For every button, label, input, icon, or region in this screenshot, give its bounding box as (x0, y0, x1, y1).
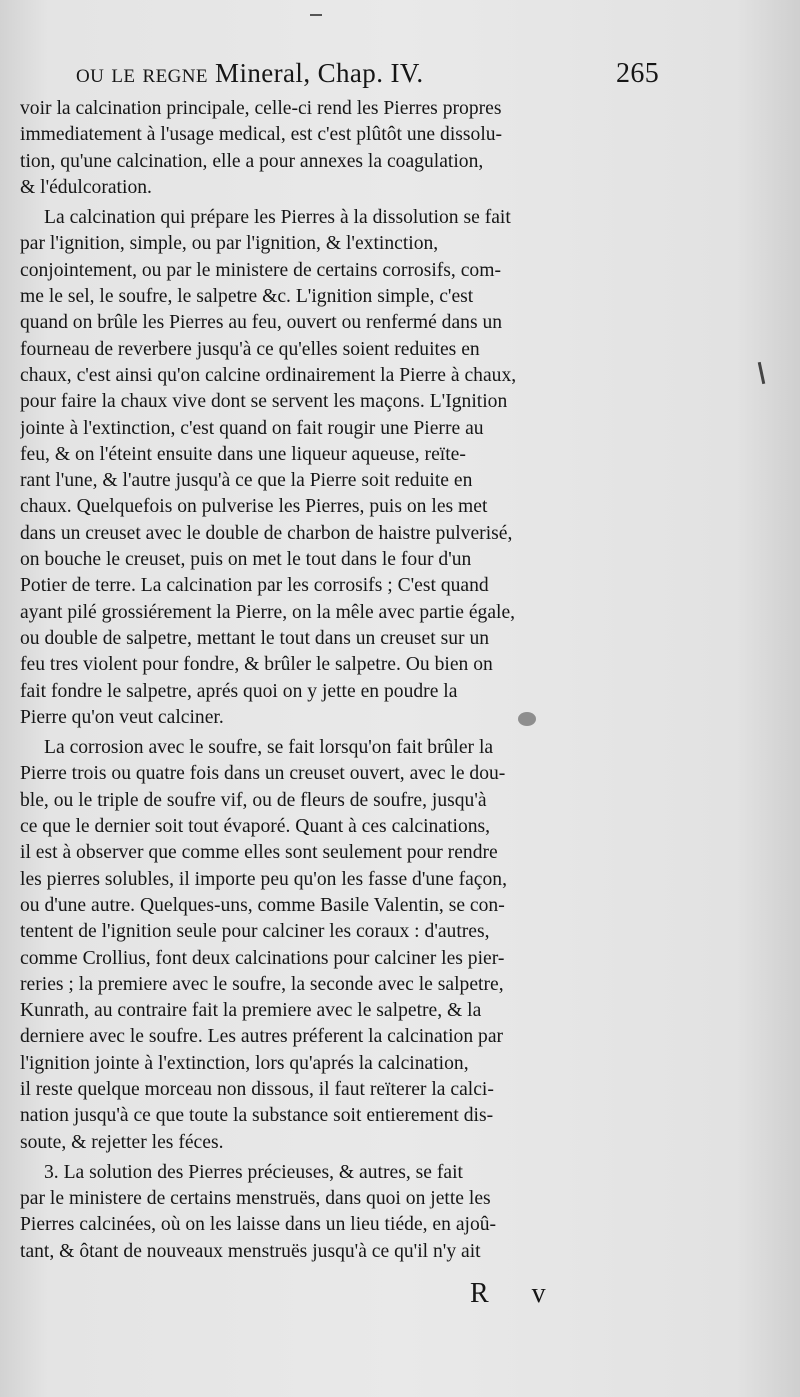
text-line: nation jusqu'à ce que toute la substance soit entierement dis- (20, 1105, 494, 1127)
text-line: immediatement à l'usage medical, est c'est plûtôt une dissolu- (20, 124, 503, 146)
text-line: chaux, c'est ainsi qu'on calcine ordinairement la Pierre à chaux, (20, 364, 517, 386)
running-title-prefix: ou le regne (76, 58, 216, 88)
text-line: rant l'une, & l'autre jusqu'à ce que la Pierre soit reduite en (20, 470, 473, 492)
text-line: il est à observer que comme elles sont seulement pour rendre (20, 842, 498, 864)
text-line: comme Crollius, font deux calcinations pour calciner les pier- (20, 947, 505, 969)
text-line: tant, & ôtant de nouveaux menstruës jusqu'à ce qu'il n'y ait (20, 1240, 481, 1262)
text-line: soute, & rejetter les féces. (20, 1131, 224, 1153)
ink-spot (518, 712, 536, 726)
text-line: pour faire la chaux vive dont se servent les maçons. L'Ignition (20, 391, 508, 413)
text-line: reries ; la premiere avec le soufre, la seconde avec le salpetre, (20, 973, 504, 995)
text-line: ayant pilé grossiérement la Pierre, on la mêle avec partie égale, (20, 601, 516, 623)
text-line: 3. La solution des Pierres précieuses, & autres, se fait (44, 1161, 463, 1183)
text-line: ou d'une autre. Quelques-uns, comme Basile Valentin, se con- (20, 894, 505, 916)
top-dash-mark (310, 14, 322, 16)
text-line: voir la calcination principale, celle-ci rend les Pierres propres (20, 98, 502, 119)
text-line: La calcination qui prépare les Pierres à la dissolution se fait (44, 207, 511, 229)
text-line: & l'édulcoration. (20, 176, 152, 198)
text-line: fourneau de reverbere jusqu'à ce qu'elles soient reduites en (20, 338, 480, 360)
text-line: l'ignition jointe à l'extinction, lors qu'aprés la calcination, (20, 1052, 469, 1074)
page-number: 265 (616, 58, 660, 89)
text-line: chaux. Quelquefois on pulverise les Pierres, puis on les met (20, 496, 488, 518)
text-line: conjointement, ou par le ministere de certains corrosifs, com- (20, 259, 501, 281)
text-line: il reste quelque morceau non dissous, il faut reïterer la calci- (20, 1078, 494, 1100)
text-line: par l'ignition, simple, ou par l'ignition, & l'extinction, (20, 233, 439, 255)
text-line: fait fondre le salpetre, aprés quoi on y jette en poudre la (20, 680, 458, 702)
text-line: Pierres calcinées, où on les laisse dans un lieu tiéde, en ajoû- (20, 1214, 497, 1236)
text-line: tentent de l'ignition seule pour calciner les coraux : d'autres, (20, 921, 490, 943)
text-line: Potier de terre. La calcination par les corrosifs ; C'est quand (20, 575, 489, 597)
text-line: feu, & on l'éteint ensuite dans une liqueur aqueuse, reïte- (20, 443, 466, 465)
text-line: dans un creuset avec le double de charbon de haistre pulverisé, (20, 522, 513, 544)
text-line: jointe à l'extinction, c'est quand on fait rougir une Pierre au (20, 417, 484, 439)
text-line: ce que le dernier soit tout évaporé. Quant à ces calcinations, (20, 816, 491, 838)
text-line: Kunrath, au contraire fait la premiere avec le salpetre, & la (20, 1000, 482, 1022)
signature-mark: R v (470, 1278, 564, 1309)
text-line: La corrosion avec le soufre, se fait lorsqu'on fait brûler la (44, 737, 494, 759)
text-line: Pierre trois ou quatre fois dans un creuset ouvert, avec le dou- (20, 763, 506, 785)
body-text (20, 96, 666, 1265)
running-title-main: Mineral, Chap. IV. (215, 58, 424, 88)
text-line: les pierres solubles, il importe peu qu'on les fasse d'une façon, (20, 868, 507, 890)
text-line: quand on brûle les Pierres au feu, ouvert ou renfermé dans un (20, 312, 503, 334)
text-line: feu tres violent pour fondre, & brûler le salpetre. Ou bien on (20, 654, 493, 676)
text-line: Pierre qu'on veut calciner. (20, 706, 224, 728)
text-line: ble, ou le triple de soufre vif, ou de fleurs de soufre, jusqu'à (20, 789, 487, 811)
page-header (70, 56, 670, 96)
text-line: me le sel, le soufre, le salpetre &c. L'ignition simple, c'est (20, 286, 474, 308)
text-line: par le ministere de certains menstruës, dans quoi on jette les (20, 1188, 491, 1210)
text-line: tion, qu'une calcination, elle a pour annexes la coagulation, (20, 150, 484, 172)
text-line: ou double de salpetre, mettant le tout dans un creuset sur un (20, 627, 490, 649)
text-line: derniere avec le soufre. Les autres préferent la calcination par (20, 1026, 504, 1048)
text-line: on bouche le creuset, puis on met le tout dans le four d'un (20, 549, 472, 571)
running-title (76, 58, 423, 89)
margin-ink-mark (758, 362, 766, 384)
